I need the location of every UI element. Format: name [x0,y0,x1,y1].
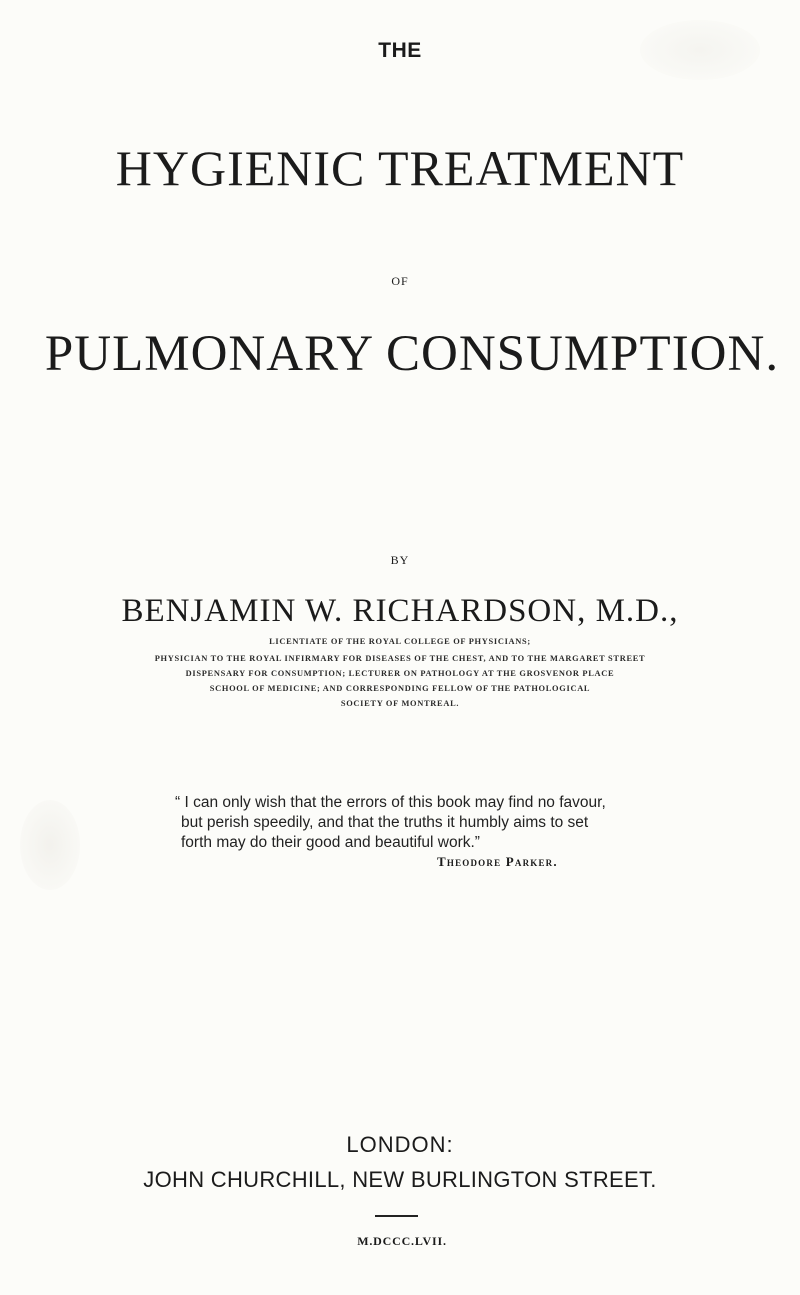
imprint-publisher: JOHN CHURCHILL, NEW BURLINGTON STREET. [143,1167,657,1192]
title-of: OF [391,274,409,288]
imprint-city: LONDON: [346,1132,454,1157]
epigraph-line: forth may do their good and beautiful work.” [181,834,480,851]
title-line-1: HYGIENIC TREATMENT [115,140,685,196]
title-the: THE [378,39,422,62]
epigraph-attribution: Theodore Parker. [437,854,558,869]
paper-stain [20,800,80,890]
author-name: BENJAMIN W. RICHARDSON, M.D., [121,593,679,629]
credential-line: DISPENSARY FOR CONSUMPTION; LECTURER ON PATHOLOGY AT THE GROSVENOR PLACE [185,669,615,678]
credential-line: PHYSICIAN TO THE ROYAL INFIRMARY FOR DISEASES OF THE CHEST, AND TO THE MARGARET STREET [154,654,646,663]
imprint-rule [375,1215,418,1217]
epigraph [175,793,675,853]
credential-line: SOCIETY OF MONTREAL. [340,699,460,708]
epigraph-line: “ I can only wish that the errors of this book may find no favour, [175,794,606,811]
credential-line: SCHOOL OF MEDICINE; AND CORRESPONDING FELLOW OF THE PATHOLOGICAL [209,684,591,693]
credential-line: LICENTIATE OF THE ROYAL COLLEGE OF PHYSICIANS; [269,637,531,646]
byline-by: BY [390,553,410,567]
epigraph-line: but perish speedily, and that the truths it humbly aims to set [181,814,589,831]
imprint-date: M.DCCC.LVII. [357,1234,447,1248]
title-line-2: PULMONARY CONSUMPTION. [44,326,780,382]
